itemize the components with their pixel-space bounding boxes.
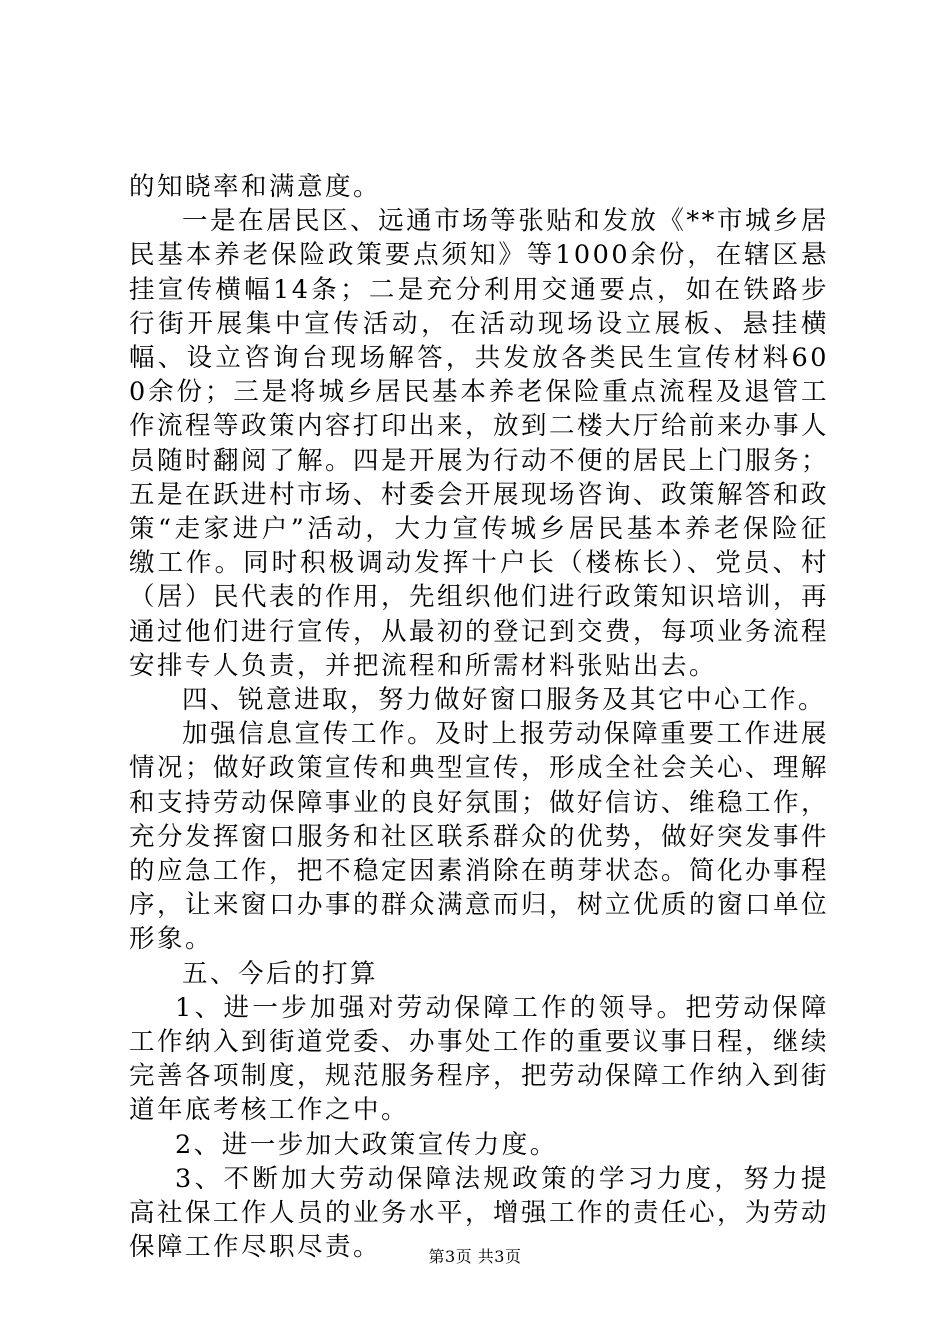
paragraph-publicity-measures: 一是在居民区、远通市场等张贴和发放《**市城乡居民基本养老保险政策要点须知》等1000余份，在辖区悬挂宣传横幅14条；二是充分利用交通要点，如在铁路步行街开展集中宣传活动，在活动现场设立展板、悬挂横幅、设立咨询台现场解答，共发放各类民生宣传材料600余份；三是将城乡居民基本养老保险重点流程及退管工作流程等政策内容打印出来，放到二楼大厅给前来办事人员随时翻阅了解。四是开展为行动不便的居民上门服务；五是在跃进村市场、村委会开展现场咨询、政策解答和政策“走家进户”活动，大力宣传城乡居民基本养老保险征缴工作。同时积极调动发挥十户长（楼栋长）、党员、村（居）民代表的作用，先组织他们进行政策知识培训，再通过他们进行宣传，从最初的登记到交费，每项业务流程安排专人负责，并把流程和所需材料张贴出去。 bbox=[129, 206, 830, 681]
paragraph-continuation: 的知晓率和满意度。 bbox=[129, 172, 382, 202]
document-body bbox=[129, 170, 829, 1265]
plan-item-2: 2、进一步加大政策宣传力度。 bbox=[175, 1129, 558, 1160]
section-heading-four: 四、锐意进取，努力做好窗口服务及其它中心工作。 bbox=[182, 685, 827, 716]
plan-item-1: 1、进一步加强对劳动保障工作的领导。把劳动保障工作纳入到街道党委、办事处工作的重要议事日程，继续完善各项制度，规范服务程序，把劳动保障工作纳入到街道年底考核工作之中。 bbox=[129, 992, 830, 1126]
page-number-footer: 第3页 共3页 bbox=[428, 1247, 522, 1266]
section-heading-five: 五、今后的打算 bbox=[182, 958, 379, 989]
plan-item-3: 3、不断加大劳动保障法规政策的学习力度，努力提高社保工作人员的业务水平，增强工作的责任心，为劳动保障工作尽职尽责。 bbox=[129, 1163, 830, 1263]
paragraph-information-work: 加强信息宣传工作。及时上报劳动保障重要工作进展情况；做好政策宣传和典型宣传，形成全社会关心、理解和支持劳动保障事业的良好氛围；做好信访、维稳工作，充分发挥窗口服务和社区联系群众的优势，做好突发事件的应急工作，把不稳定因素消除在萌芽状态。简化办事程序，让来窗口办事的群众满意而归，树立优质的窗口单位形象。 bbox=[129, 719, 830, 955]
